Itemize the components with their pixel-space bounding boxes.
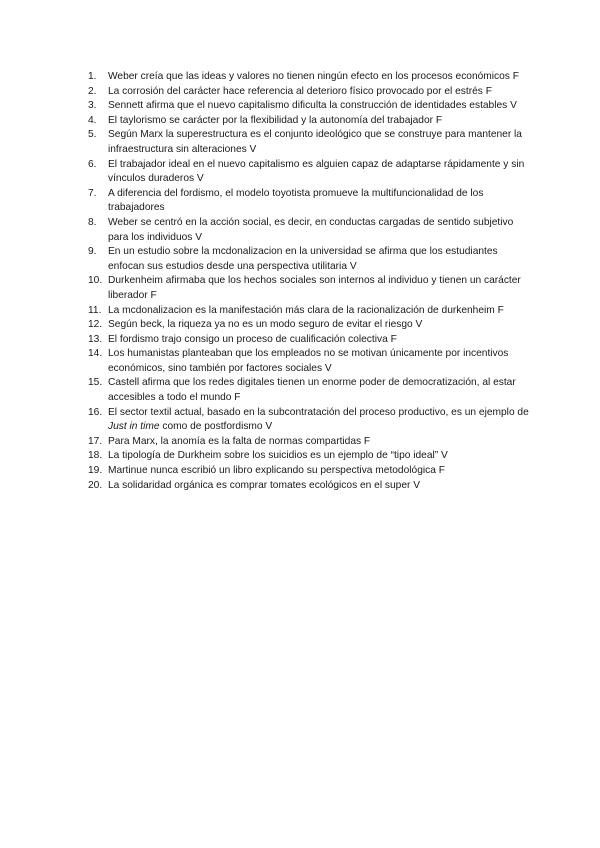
list-item (88, 464, 536, 479)
item-text: Los humanistas planteaban que los empleados no se motivan únicamente por incentivos económicos, sino también por factores sociales V (108, 348, 509, 374)
item-number: 1. (88, 71, 97, 82)
list-item (88, 187, 536, 216)
list-item (88, 216, 536, 245)
list-item (88, 479, 536, 494)
item-number: 5. (88, 129, 97, 141)
item-number: 16. (88, 406, 103, 418)
list-item (88, 99, 536, 114)
item-number: 6. (88, 158, 97, 170)
item-text-italic: Just in time (108, 421, 160, 433)
item-text: La mcdonalizacion es la manifestación más clara de la racionalización de durkenheim F (108, 304, 504, 316)
item-text: El fordismo trajo consigo un proceso de cualificación colectiva F (108, 333, 397, 345)
item-number: 8. (88, 216, 97, 228)
item-text: La tipología de Durkheim sobre los suicidios es un ejemplo de “tipo ideal” V (108, 450, 448, 462)
list-item (88, 70, 536, 85)
item-text-after: como de postfordismo V (159, 421, 273, 433)
item-number: 18. (88, 450, 103, 462)
item-number: 4. (88, 114, 97, 126)
list-item (88, 318, 536, 333)
item-number: 3. (88, 100, 97, 112)
item-text: Martinue nunca escribió un libro explicando su perspectiva metodológica F (108, 465, 445, 477)
item-text: Weber creía que las ideas y valores no tienen ningún efecto en los procesos económicos F (108, 71, 519, 82)
item-text: Durkenheim afirmaba que los hechos sociales son internos al individuo y tienen un carácter liberador F (108, 275, 521, 301)
item-text: Sennett afirma que el nuevo capitalismo dificulta la construcción de identidades estables V (108, 100, 517, 112)
item-text: La solidaridad orgánica es comprar tomates ecológicos en el super V (108, 479, 421, 491)
item-number: 2. (88, 85, 97, 97)
item-number: 9. (88, 246, 97, 258)
item-number: 12. (88, 319, 103, 331)
list-item (88, 114, 536, 129)
list-item (88, 376, 536, 405)
item-text: Según Marx la superestructura es el conjunto ideológico que se construye para mantener la infraestructura sin alteraciones V (108, 129, 522, 155)
item-text (108, 406, 536, 435)
item-number: 15. (88, 377, 103, 389)
item-number: 7. (88, 187, 97, 199)
item-text: Según beck, la riqueza ya no es un modo seguro de evitar el riesgo V (108, 319, 423, 331)
list-item (88, 274, 536, 303)
true-false-question-list (88, 70, 536, 493)
list-item (88, 406, 536, 435)
item-text: Weber se centró en la acción social, es decir, en conductas cargadas de sentido subjetivo para los individuos V (108, 216, 514, 243)
list-item (88, 435, 536, 450)
item-text-before: El sector textil actual, basado en la subcontratación del proceso productivo, es un ejemplo de (108, 406, 529, 418)
item-text: Castell afirma que los redes digitales tienen un enorme poder de democratización, al estar accesibles a todo el mundo F (108, 377, 516, 404)
item-text: El taylorismo se carácter por la flexibilidad y la autonomía del trabajador F (108, 114, 443, 126)
list-item (88, 245, 536, 274)
item-number: 17. (88, 435, 103, 447)
item-number: 11. (88, 304, 102, 316)
list-item (88, 128, 536, 157)
list-item (88, 449, 536, 464)
item-number: 19. (88, 465, 103, 477)
item-number: 20. (88, 479, 103, 491)
item-text: A diferencia del fordismo, el modelo toyotista promueve la multifuncionalidad de los trabajadores (108, 187, 484, 214)
list-item (88, 347, 536, 376)
item-text: La corrosión del carácter hace referencia al deterioro físico provocado por el estrés F (108, 85, 492, 97)
item-number: 10. (88, 275, 103, 287)
list-item (88, 333, 536, 348)
list-item (88, 304, 536, 319)
list-item (88, 158, 536, 187)
list-item (88, 85, 536, 100)
item-text: Para Marx, la anomía es la falta de normas compartidas F (108, 435, 371, 447)
item-text: En un estudio sobre la mcdonalizacion en la universidad se afirma que los estudiantes enfocan sus estudios desde una perspectiva utilitaria V (108, 246, 498, 272)
item-number: 13. (88, 333, 103, 345)
item-number: 14. (88, 348, 103, 360)
item-text: El trabajador ideal en el nuevo capitalismo es alguien capaz de adaptarse rápidamente y sin vínculos duraderos V (108, 158, 525, 185)
